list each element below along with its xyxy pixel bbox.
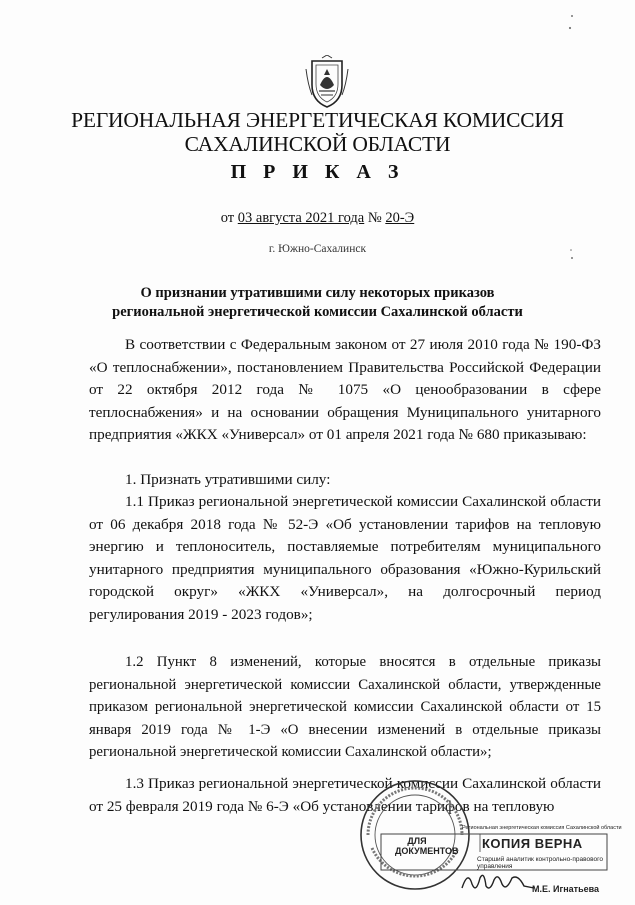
- subject-line1: О признании утратившими силу некоторых приказов: [140, 285, 495, 301]
- subject-line2: региональной энергетической комиссии Сахалинской области: [112, 304, 523, 320]
- date-number-line: [0, 210, 635, 227]
- document-date: 03 августа 2021 года: [237, 210, 365, 226]
- city-label: г. Южно-Сахалинск: [268, 243, 367, 255]
- stamp-copy-true: КОПИЯ ВЕРНА: [482, 836, 583, 851]
- date-prefix: от: [220, 210, 235, 226]
- coat-of-arms-icon: [304, 55, 350, 109]
- stamp-signer-name: М.Е. Игнатьева: [532, 884, 600, 894]
- stamp-for-documents: ДЛЯ ДОКУМЕНТОВ: [395, 836, 459, 856]
- stamp-role: Старший аналитик контрольно-правового управления: [477, 856, 603, 870]
- item-1-3-paragraph: 1.3 Приказ региональной энергетической комиссии Сахалинской области от 25 февраля 2019 года № 6-Э «Об установлении тарифов на тепловую: [89, 775, 601, 815]
- organization-name-line2: САХАЛИНСКОЙ ОБЛАСТИ: [184, 132, 451, 156]
- number-sign: №: [367, 210, 382, 226]
- handwritten-signature: [458, 866, 538, 896]
- item-1-paragraph: 1. Признать утратившими силу:: [125, 471, 331, 488]
- item-1-1-paragraph: 1.1 Приказ региональной энергетической комиссии Сахалинской области от 06 декабря 2018 года № 52-Э «Об установлении тарифов на тепловую энергию и теплоноситель, поставляемые потребителям муниципального унитарного предприятия муниципального образования «Южно-Курильский городской округ» «ЖКХ «Универсал», на долгосрочный период регулирования 2019 - 2023 годов»;: [89, 493, 601, 623]
- preamble-paragraph: В соответствии с Федеральным законом от 27 июля 2010 года № 190-ФЗ «О теплоснабжении», постановлением Правительства Российской Федерации от 22 октября 2012 года № 1075 «О ценообразовании в сфере теплоснабжения» и на основании обращения Муниципального унитарного предприятия «ЖКХ «Универсал» от 01 апреля 2021 года № 680 приказываю:: [89, 336, 601, 443]
- document-type-title: П Р И К А З: [230, 161, 405, 183]
- organization-name-line1: РЕГИОНАЛЬНАЯ ЭНЕРГЕТИЧЕСКАЯ КОМИССИЯ: [71, 108, 564, 132]
- item-1-2-paragraph: 1.2 Пункт 8 изменений, которые вносятся в отдельные приказы региональной энергетической комиссии Сахалинской области, утвержденные приказом региональной энергетической комиссии Сахалинской области от 15 января 2019 года № 1-Э «О внесении изменений в отдельные приказы региональной энергетической комиссии Сахалинской области»;: [89, 654, 601, 760]
- document-number: 20-Э: [385, 210, 415, 226]
- stamp-organization: Региональная энергетическая комиссия Сахалинской области: [462, 825, 622, 831]
